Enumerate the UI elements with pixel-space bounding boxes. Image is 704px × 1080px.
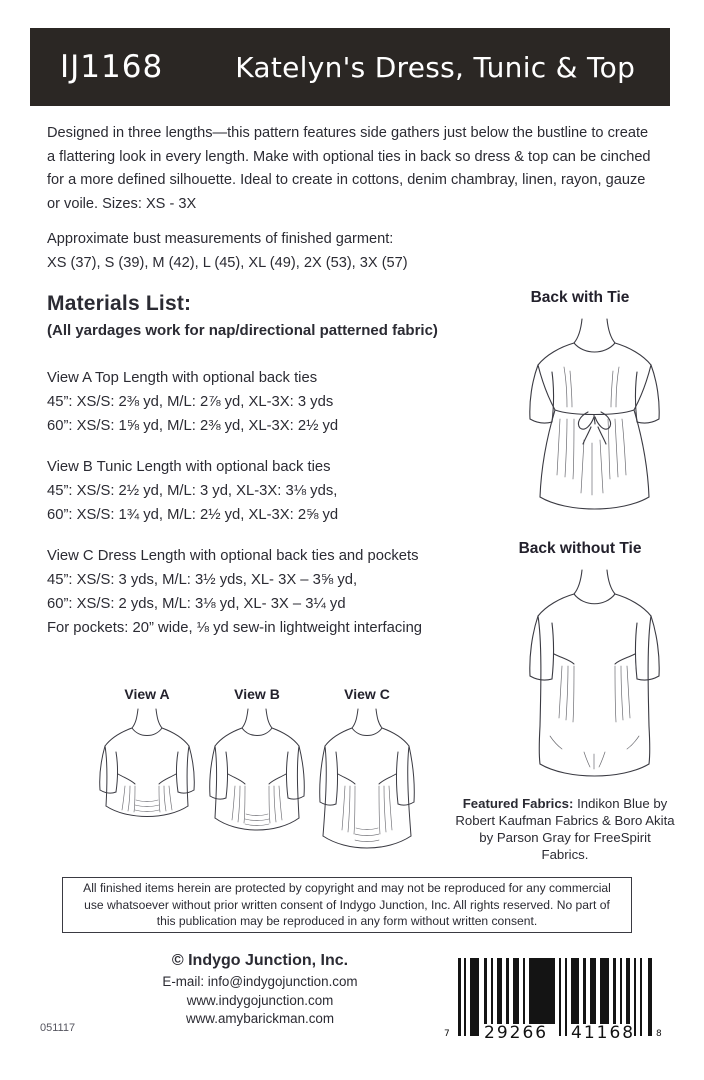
view-c-illustration xyxy=(312,706,422,856)
materials-group-view-b xyxy=(47,455,477,527)
featured-fabrics-label: Featured Fabrics: xyxy=(462,796,574,811)
copyright-box xyxy=(62,877,632,933)
back-with-tie-illustration xyxy=(512,315,677,525)
website-primary[interactable]: www.indygojunction.com xyxy=(186,992,334,1008)
page-title: Katelyn's Dress, Tunic & Top xyxy=(235,50,636,84)
back-without-tie-illustration xyxy=(512,566,677,788)
footer-contact xyxy=(110,952,410,1029)
materials-group-line-45: 45”: XS/S: 2½ yd, M/L: 3 yd, XL-3X: 3⅛ yds, xyxy=(47,483,338,499)
materials-groups xyxy=(47,366,477,657)
materials-group-line-45: 45”: XS/S: 2⅜ yd, M/L: 2⅞ yd, XL-3X: 3 yds xyxy=(47,394,334,410)
materials-group-line-pockets: For pockets: 20” wide, ⅛ yd sew-in lightweight interfacing xyxy=(47,620,423,636)
copyright-text: All finished items herein are protected by copyright and may not be reproduced for any commercial use whatsoever without prior written consent of Indygo Junction, Inc. All rights reserved. No part of this publication may be reproduced in any form without written consent. xyxy=(83,881,611,929)
materials-group-view-c xyxy=(47,544,477,640)
view-b-label: View B xyxy=(234,686,280,702)
barcode-svg xyxy=(432,952,664,1052)
view-b-illustration xyxy=(202,706,312,856)
materials-list-heading: Materials List: xyxy=(47,292,192,315)
bust-heading: Approximate bust measurements of finished garment: xyxy=(47,231,394,247)
featured-fabrics-text: Indikon Blue by Robert Kaufman Fabrics & Boro Akita by Parson Gray for FreeSpirit Fabrics. xyxy=(455,796,675,862)
email-line[interactable]: E-mail: info@indygojunction.com xyxy=(162,974,358,989)
materials-group-title: View C Dress Length with optional back ties and pockets xyxy=(47,548,419,564)
view-cell-b xyxy=(202,686,312,861)
back-without-tie-label: Back without Tie xyxy=(518,540,642,557)
view-c-label: View C xyxy=(344,686,390,702)
barcode xyxy=(432,952,664,1052)
materials-group-title: View B Tunic Length with optional back ties xyxy=(47,459,331,475)
materials-group-line-45: 45”: XS/S: 3 yds, M/L: 3½ yds, XL- 3X – 3⅝ yd, xyxy=(47,572,358,588)
materials-list-subheading: (All yardages work for nap/directional patterned fabric) xyxy=(47,322,438,339)
bust-sizes: XS (37), S (39), M (42), L (45), XL (49), 2X (53), 3X (57) xyxy=(47,254,408,271)
header-band xyxy=(30,28,670,106)
view-a-label: View A xyxy=(124,686,170,702)
featured-fabrics xyxy=(455,795,675,863)
barcode-right-digit: 8 xyxy=(656,1029,662,1039)
view-cell-c xyxy=(312,686,422,861)
bust-measurements xyxy=(47,228,567,275)
materials-group-title: View A Top Length with optional back ties xyxy=(47,370,318,386)
views-row xyxy=(70,686,410,866)
materials-group-line-60: 60”: XS/S: 2 yds, M/L: 3⅛ yd, XL- 3X – 3¼ yd xyxy=(47,596,346,612)
materials-group-line-60: 60”: XS/S: 1¾ yd, M/L: 2½ yd, XL-3X: 2⅝ yd xyxy=(47,507,339,523)
view-cell-a xyxy=(92,686,202,861)
pattern-sku: IJ1168 xyxy=(60,49,164,85)
view-a-illustration xyxy=(92,706,202,856)
materials-group-view-a xyxy=(47,366,477,438)
website-secondary[interactable]: www.amybarickman.com xyxy=(185,1011,335,1026)
description-paragraph: Designed in three lengths—this pattern features side gathers just below the bustline to create a flattering look in every length. Make with optional ties in back so dress & top can be cinched for a more defined silhouette. Ideal to create in cottons, denim chambray, linen, rayon, gauze or voile. Sizes: XS - 3X xyxy=(47,125,651,212)
barcode-left-digit: 7 xyxy=(444,1029,450,1039)
materials-group-line-60: 60”: XS/S: 1⅝ yd, M/L: 2⅜ yd, XL-3X: 2½ yd xyxy=(47,418,339,434)
back-with-tie-label: Back with Tie xyxy=(530,289,630,306)
date-code: 051117 xyxy=(40,1022,76,1034)
barcode-group-2: 41168 xyxy=(571,1023,636,1043)
barcode-group-1: 29266 xyxy=(484,1023,549,1043)
company-name: © Indygo Junction, Inc. xyxy=(171,952,349,969)
